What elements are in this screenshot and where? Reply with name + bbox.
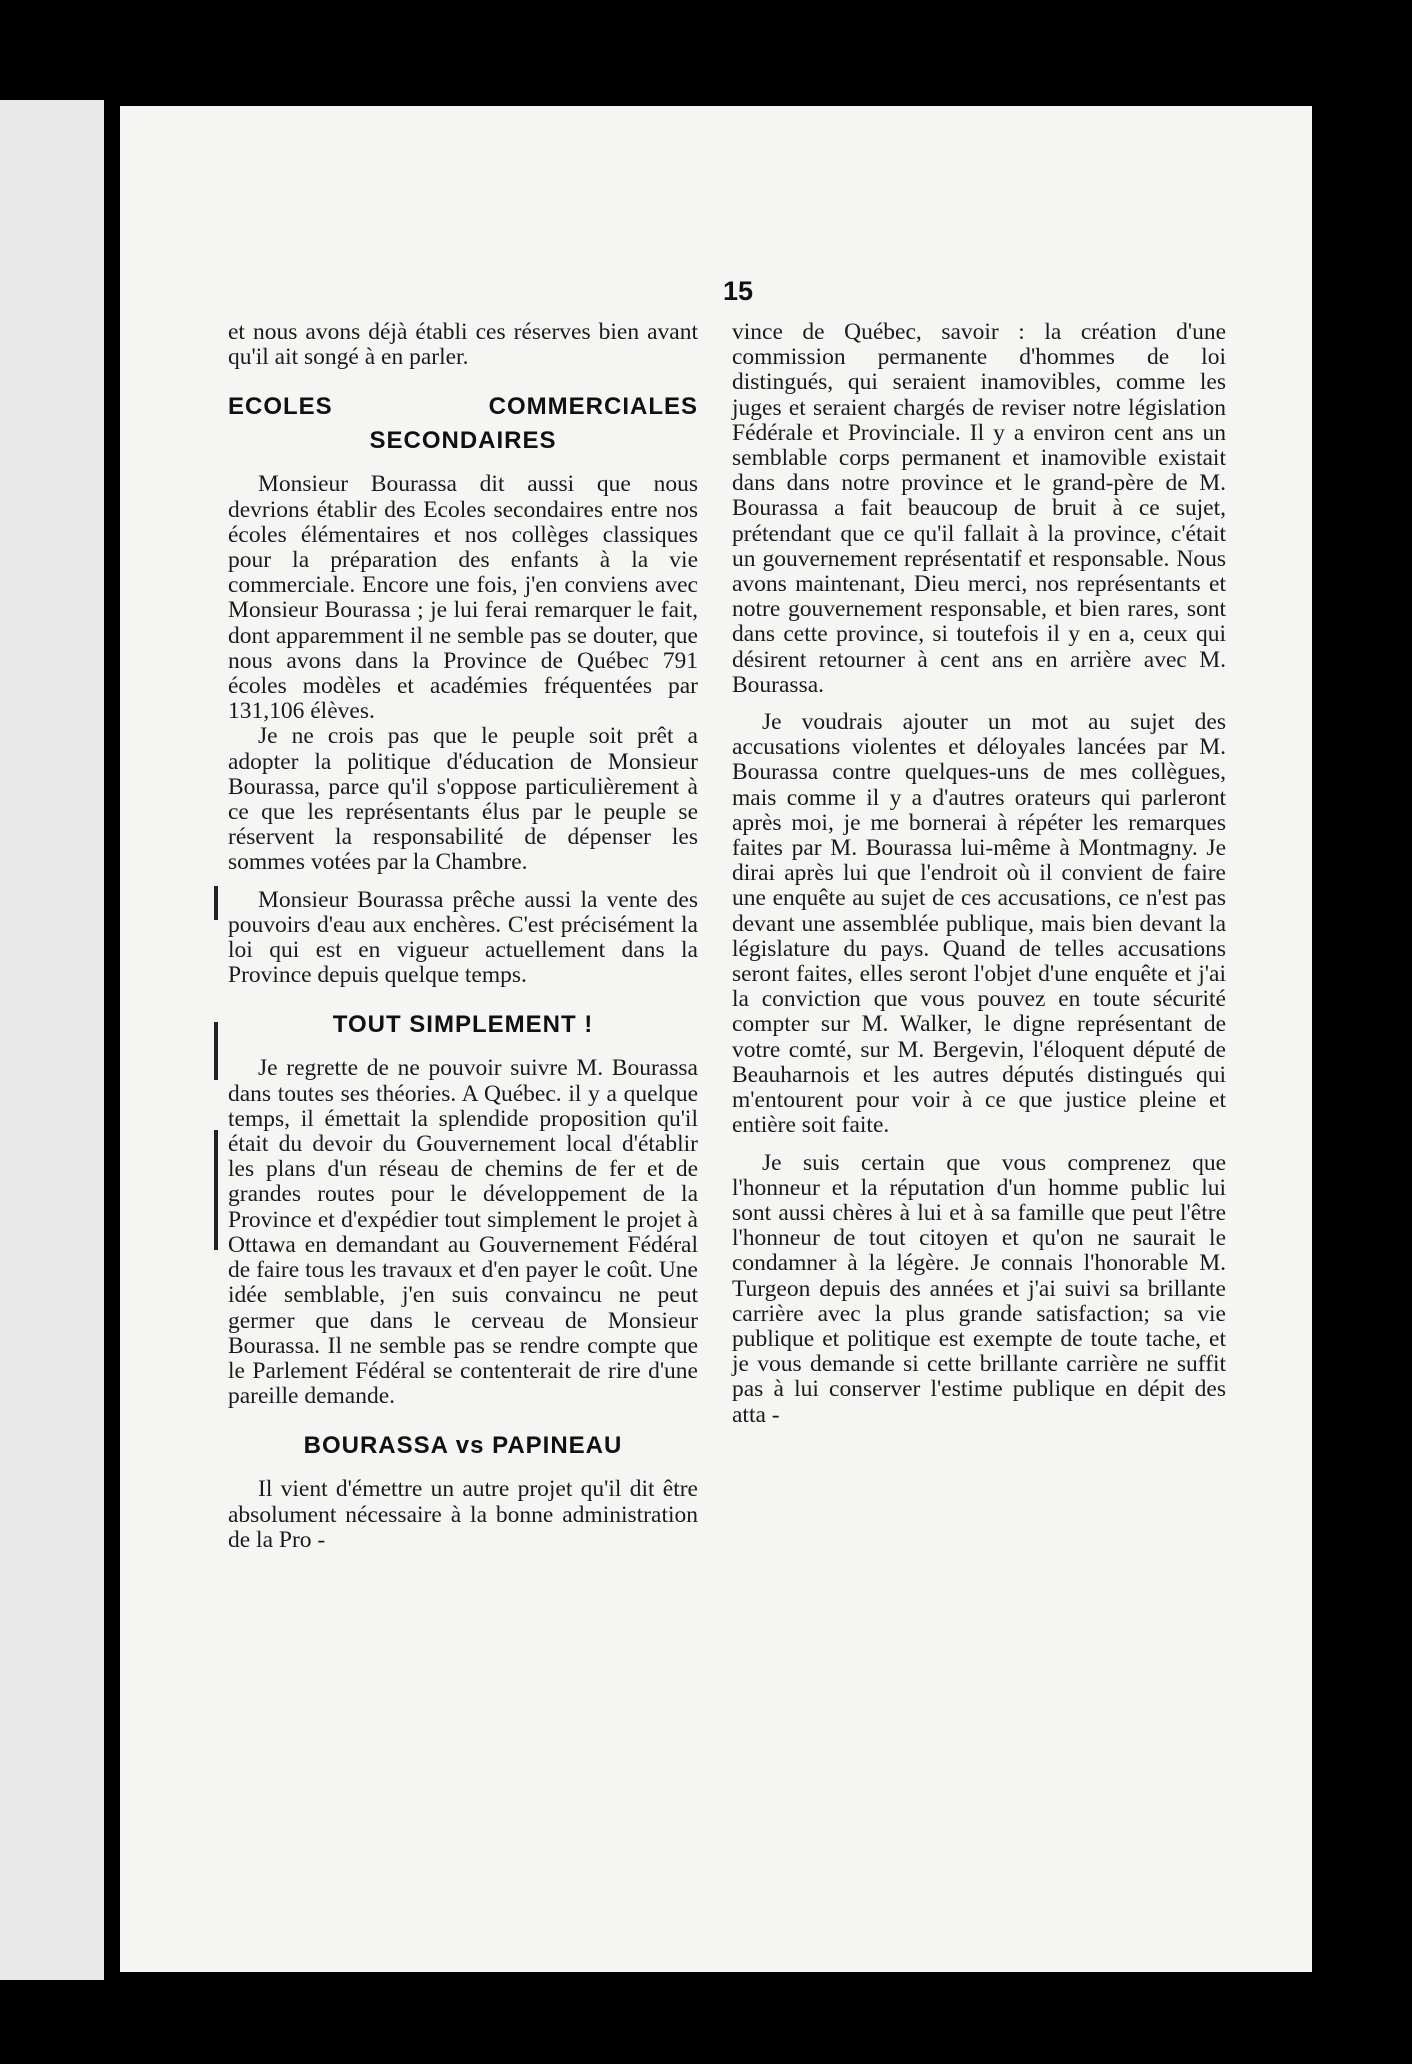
margin-mark	[214, 886, 218, 920]
section-heading-bourassa-papineau: BOURASSA vs PAPINEAU	[303, 1432, 623, 1460]
paragraph: Je ne crois pas que le peuple soit prêt a adopter la politique d'éducation de Monsieur Bourassa, parce qu'il s'oppose particulièrement à ce que les représentants élus par le peuple se réservent la responsabilité de dépenser les sommes votées par la Chambre.	[228, 723, 698, 876]
paragraph-continued: vince de Québec, savoir : la création d'une commission permanente d'hommes de loi distingués, qui seraient inamovibles, comme les juges et seraient chargés de reviser notre législation Fédérale et Provinciale. Il y a environ cent ans un semblable corps permanent et inamovible existait dans dans notre province et le grand-père de M. Bourassa a fait beaucoup de bruit à ce sujet, prétendant que ce qu'il fallait à la province, c'était un gouvernement représentatif et responsable. Nous avons maintenant, Dieu merci, nos représentants et notre gouvernement responsable, et bien rares, sont dans cette province, si toutefois il y en a, ceux qui désirent retourner à cent ans en arrière avec M. Bourassa.	[732, 319, 1226, 698]
margin-mark	[214, 1022, 218, 1080]
paragraph: Il vient d'émettre un autre projet qu'il dit être absolument nécessaire à la bonne administration de la Pro -	[228, 1476, 698, 1553]
paragraph: Je regrette de ne pouvoir suivre M. Bourassa dans toutes ses théories. A Québec. il y a quelque temps, il émettait la splendide proposition qu'il était du devoir du Gouvernement local d'établir les plans d'un réseau de chemins de fer et de grandes routes pour le développement de la Province et d'expédier tout simplement le projet à Ottawa en demandant au Gouvernement Fédéral de faire tous les travaux et d'en payer le coût. Une idée semblable, j'en suis convaincu ne peut germer que dans le cerveau de Monsieur Bourassa. Il ne semble pas se rendre compte que le Parlement Fédéral se contenterait de rire d'une pareille demande.	[228, 1055, 698, 1410]
paragraph-intro: et nous avons déjà établi ces réserves bien avant qu'il ait songé à en parler.	[228, 319, 698, 371]
paragraph: Je suis certain que vous comprenez que l'honneur et la réputation d'un homme public lui sont aussi chères à lui et à sa famille que peut l'être l'honneur de tout citoyen et qu'on ne saurait le condamner à la légère. Je connais l'honorable M. Turgeon depuis des années et j'ai suivi sa brillante carrière avec la plus grande satisfaction; sa vie publique et politique est exempte de toute tache, et je vous demande si cette brillante carrière ne suffit pas à lui conserver l'estime publique en dépit des atta -	[732, 1149, 1226, 1428]
paragraph: Je voudrais ajouter un mot au sujet des accusations violentes et déloyales lancées par M. Bourassa contre quelques-uns de mes collègues, mais comme il y a d'autres orateurs qui parleront après moi, je me bornerai à répéter les remarques faites par M. Bourassa lui-même à Montmagny. Je dirai après lui que l'endroit où il convient de faire une enquête au sujet de ces accusations, ce n'est pas devant une assemblée publique, mais bien devant la législature du pays. Quand de telles accusations seront faites, elles seront l'objet d'une enquête et j'ai la conviction que vous pouvez en toute sécurité compter sur M. Walker, le digne représentant de votre comté, sur M. Bergevin, l'éloquent député de Beauharnois et les autres députés distingués qui m'entourent pour voir à ce que justice pleine et entière soit faite.	[732, 709, 1226, 1139]
previous-page-edge	[0, 100, 104, 1980]
left-column	[228, 320, 698, 1553]
margin-mark	[214, 1130, 218, 1250]
paragraph: Monsieur Bourassa prêche aussi la vente des pouvoirs d'eau aux enchères. C'est précisément la loi qui est en vigueur actuellement dans la Province depuis quelque temps.	[228, 886, 698, 989]
page-number: 15	[722, 276, 754, 306]
paragraph: Monsieur Bourassa dit aussi que nous devrions établir des Ecoles secondaires entre nos écoles élémentaires et nos collèges classiques pour la préparation des enfants à la vie commerciale. Encore une fois, j'en conviens avec Monsieur Bourassa ; je lui ferai remarquer le fait, dont apparemment il ne semble pas se douter, que nous avons dans la Province de Québec 791 écoles modèles et académies fréquentées par 131,106 élèves.	[228, 471, 698, 725]
section-heading-tout-simplement: TOUT SIMPLEMENT !	[332, 1011, 594, 1039]
right-column	[732, 320, 1226, 1428]
section-heading-ecoles: ECOLES COMMERCIALES SECONDAIRES	[228, 393, 698, 455]
page	[120, 106, 1312, 1972]
